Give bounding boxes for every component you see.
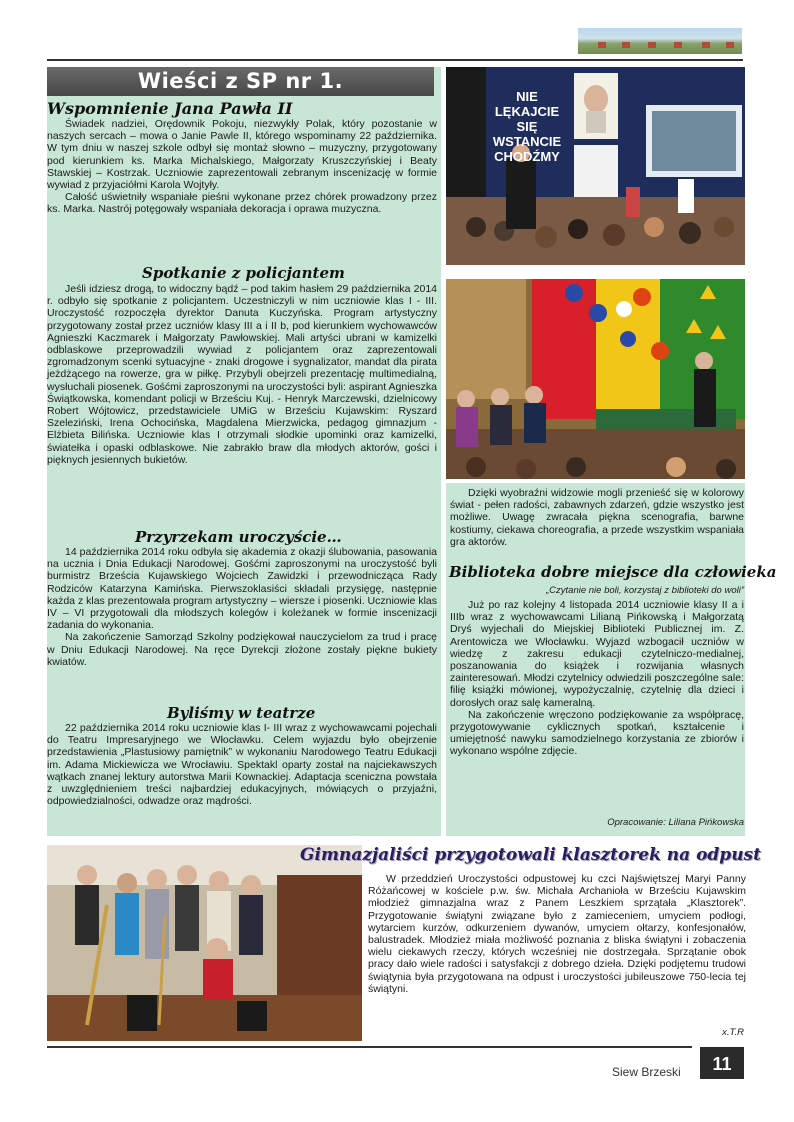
article-body-biblioteka xyxy=(450,599,744,758)
article-quote-biblioteka: „Czytanie nie boli, korzystaj z biblioteki do woli” xyxy=(546,585,744,596)
photo-jan-pawel-illustration xyxy=(446,67,745,265)
paragraph: Na zakończenie wręczono podziękowanie za współpracę, przygotowywanie cyklicznych spotkań, kształcenie i umiejętność nawyku samodzielnego korzystania ze zbiorów i wykonano wspólne zdjęcie. xyxy=(450,708,744,758)
paragraph: 22 października 2014 roku uczniowie klas I- III wraz z wychowawcami pojechali do Teatru Impresaryjnego we Włocławku. Celem wyjazdu było obejrzenie przedstawienia „Plastusiowy pamiętnik” w wykonaniu Narodowego Teatru Edukacji im. Adama Mickiewicza we Wrocławiu. Spektakl oparty został na najciekawszych wątkach znanej lektury autorstwa Marii Kownackiej. Adaptacja sceniczna powstała z uwzględnieniem treści najbardziej edukacyjnych, mówiących o przyjaźni, odpowiedzialności, odwadze oraz mądrości. xyxy=(47,722,437,808)
article-body-teatr xyxy=(47,722,437,807)
article-body-przyrzekam xyxy=(47,546,437,668)
banner-title: Wieści z SP nr 1. xyxy=(137,69,344,93)
magazine-name: Siew Brzeski xyxy=(612,1065,681,1079)
paragraph: Na zakończenie Samorząd Szkolny podziękował nauczycielom za trud i pracę w Dniu Edukacji Narodowej. Na ręce Dyrekcji złożone zostały piękne bukiety kwiatów. xyxy=(47,631,437,668)
article-title-biblioteka: Biblioteka dobre miejsce dla człowieka xyxy=(449,563,777,581)
paragraph: 14 października 2014 roku odbyła się akademia z okazji ślubowania, pasowania na ucznia i Dnia Edukacji Narodowej. Gośćmi zaproszonymi na uroczystość byli burmistrz Brześcia Kujawskiego Wojciech Zawidzki i przewodnicząca Rady Rodziców Katarzyna Kamińska. Pierwszoklasiści składali przysięgę, następnie każda z klas prezentowała program artystyczny – wiersze i piosenki. Uczniowie klas IV – VI przygotowali dla młodszych kolegów i koleżanek w formie inscenizacji zadania do wykonania. xyxy=(47,546,437,632)
article-author-gimnazjalisci: x.T.R xyxy=(722,1027,744,1038)
paragraph: Dzięki wyobraźni widzowie mogli przenieść się w kolorowy świat - pełen radości, zabawnych zdarzeń, gdzie wszystko jest możliwe. Uwagę zwracała piękna scenografia, barwne kostiumy, ciekawa choreografia, a przede wszystkim wspaniała gra aktorów. xyxy=(450,487,744,548)
photo-gimnazjalisci-illustration xyxy=(47,845,362,1041)
paragraph: W przeddzień Uroczystości odpustowej ku czci Najświętszej Maryi Panny Różańcowej w kościele p.w. św. Michała Archanioła w Brześciu Kujawskim młodzież gimnazjalna wraz z Panem Leszkiem sprzątała „Klasztorek”. Przygotowanie świątyni związane było z zamieceniem, umyciem podłogi, wytarciem kurzów, odkurzeniem dywanów, umyciem ołtarzy, konfesjonałów, balustradek. Młodzież miała możliwość poznania z bliska świątyni i zobaczenia wielu ciekawych rzeczy, których wcześniej nie dostrzegała. Sprzątanie obok pracy dało wiele radości i satysfakcji z dobrego dzieła. Dzięki podjętemu trudowi świątynia była przygotowana na odpust i uroczystości jubileuszowe 750-lecia tej świątyni. xyxy=(368,873,746,995)
header-thumbnail-photo xyxy=(578,28,742,54)
photo-police-meeting xyxy=(446,279,745,479)
article-body-jan-pawel xyxy=(47,118,437,216)
paragraph: Już po raz kolejny 4 listopada 2014 uczniowie klasy II a i IIIb wraz z wychowawcami Lilianą Pińkowską i Małgorzatą Dryś wyjechali do Miejskiej Biblioteki Publicznej im. Z. Arentowicza we Włocławku. Wyjazd wzbogacił uczniów w wiedzę z zakresu edukacji czytelniczo-medialnej, poszanowania do książek i rozwijania własnych zainteresowań. Młodzi czytelnicy odwiedzili poszczególne sale: filię książki mówionej, wypożyczalnię, czytelnię dla dzieci i dorosłych oraz salę kameralną. xyxy=(450,599,744,709)
section-banner xyxy=(47,67,434,96)
photo-sign-text xyxy=(492,89,562,164)
article-title-jan-pawel: Wspomnienie Jana Pawła II xyxy=(47,99,293,118)
photo-jan-pawel-ceremony xyxy=(446,67,745,265)
sign-line: SIĘ xyxy=(516,119,538,134)
paragraph: Całość uświetniły wspaniałe pieśni wykonane przez chórek prowadzony przez ks. Marka. Nastrój potęgowały wspaniała dekoracja i oprawa muzyczna. xyxy=(47,191,437,216)
paragraph: Jeśli idziesz drogą, to widoczny bądź – pod takim hasłem 29 października 2014 r. odbyło się spotkanie z policjantem. Uczestniczyli w nim uczniowie klas I - III. Uroczystość rozpoczęła dyrektor Danuta Kuczyńska. Program artystyczny przygotowany został przez uczniów klasy III a i II b, pod kierunkiem wychowawców Agnieszki Kaczmarek i Małgorzaty Pawłowskiej. Mali artyści ubrani w kamizelki odblaskowe przeprowadzili wywiad z policjantem oraz zaprezentowali zgromadzonym scenki sytuacyjne - znaki drogowe i sygnalizator, mandat dla pirata jeżdżącego na rowerze, gra w piłkę. Przybyli obejrzeli prezentację multimedialną, wysłuchali piosenek. Gośćmi zaproszonymi na uroczystości byli: aspirant Agnieszka Świątkowska, komendant policji w Brześciu Kuj. - Henryk Marczewski, dzielnicowy Robert Wójtowicz, przedstawiciele UMiG w Brześciu Kujawskim: Ryszard Szeleziński, Irena Ochocińska, Magdalena Mierzwicka, pedagog gimnazjum - Elżbieta Bilińska. Uczniowie klas I otrzymali słodkie upominki oraz kamizelki, światełka i opaski odblaskowe. Nie zabrakło braw dla młodych aktorów, gości i pięknych jesiennych bukietów. xyxy=(47,283,437,466)
article-title-przyrzekam: Przyrzekam uroczyście… xyxy=(135,528,342,546)
article-body-policjant xyxy=(47,283,437,466)
sign-line: NIE xyxy=(516,89,538,104)
article-body-teatr-continued xyxy=(450,487,744,548)
top-divider xyxy=(47,59,743,61)
bottom-divider xyxy=(47,1046,692,1048)
article-title-gimnazjalisci: Gimnazjaliści przygotowali klasztorek na odpust xyxy=(300,845,761,865)
photo-police-illustration xyxy=(446,279,745,479)
article-title-teatr: Byliśmy w teatrze xyxy=(167,704,316,722)
article-body-gimnazjalisci xyxy=(368,873,746,995)
sign-line: LĘKAJCIE xyxy=(494,104,560,119)
sign-line: WSTANCIE xyxy=(492,134,562,149)
photo-gimnazjalisci-group xyxy=(47,845,362,1041)
article-author-biblioteka: Opracowanie: Liliana Pińkowska xyxy=(607,817,744,828)
paragraph: Świadek nadziei, Orędownik Pokoju, niezwykły Polak, który pozostanie w naszych sercach – mowa o Janie Pawle II, którego wspominamy 22 października. W tym dniu w naszej szkole odbył się montaż słowno – muzyczny, przygotowany pod kierunkiem ks. Marka Michalskiego, Małgorzaty Kruszczyńskiej i Beaty Stawskiej – Kostrzak. Uczniowie zaprezentowali zebranym inscenizację w formie wywiad z przyjaciółmi Karola Wojtyły. xyxy=(47,118,437,192)
page-number: 11 xyxy=(700,1047,744,1079)
article-title-policjant: Spotkanie z policjantem xyxy=(142,264,345,282)
sign-line: CHODŹMY xyxy=(494,149,560,164)
